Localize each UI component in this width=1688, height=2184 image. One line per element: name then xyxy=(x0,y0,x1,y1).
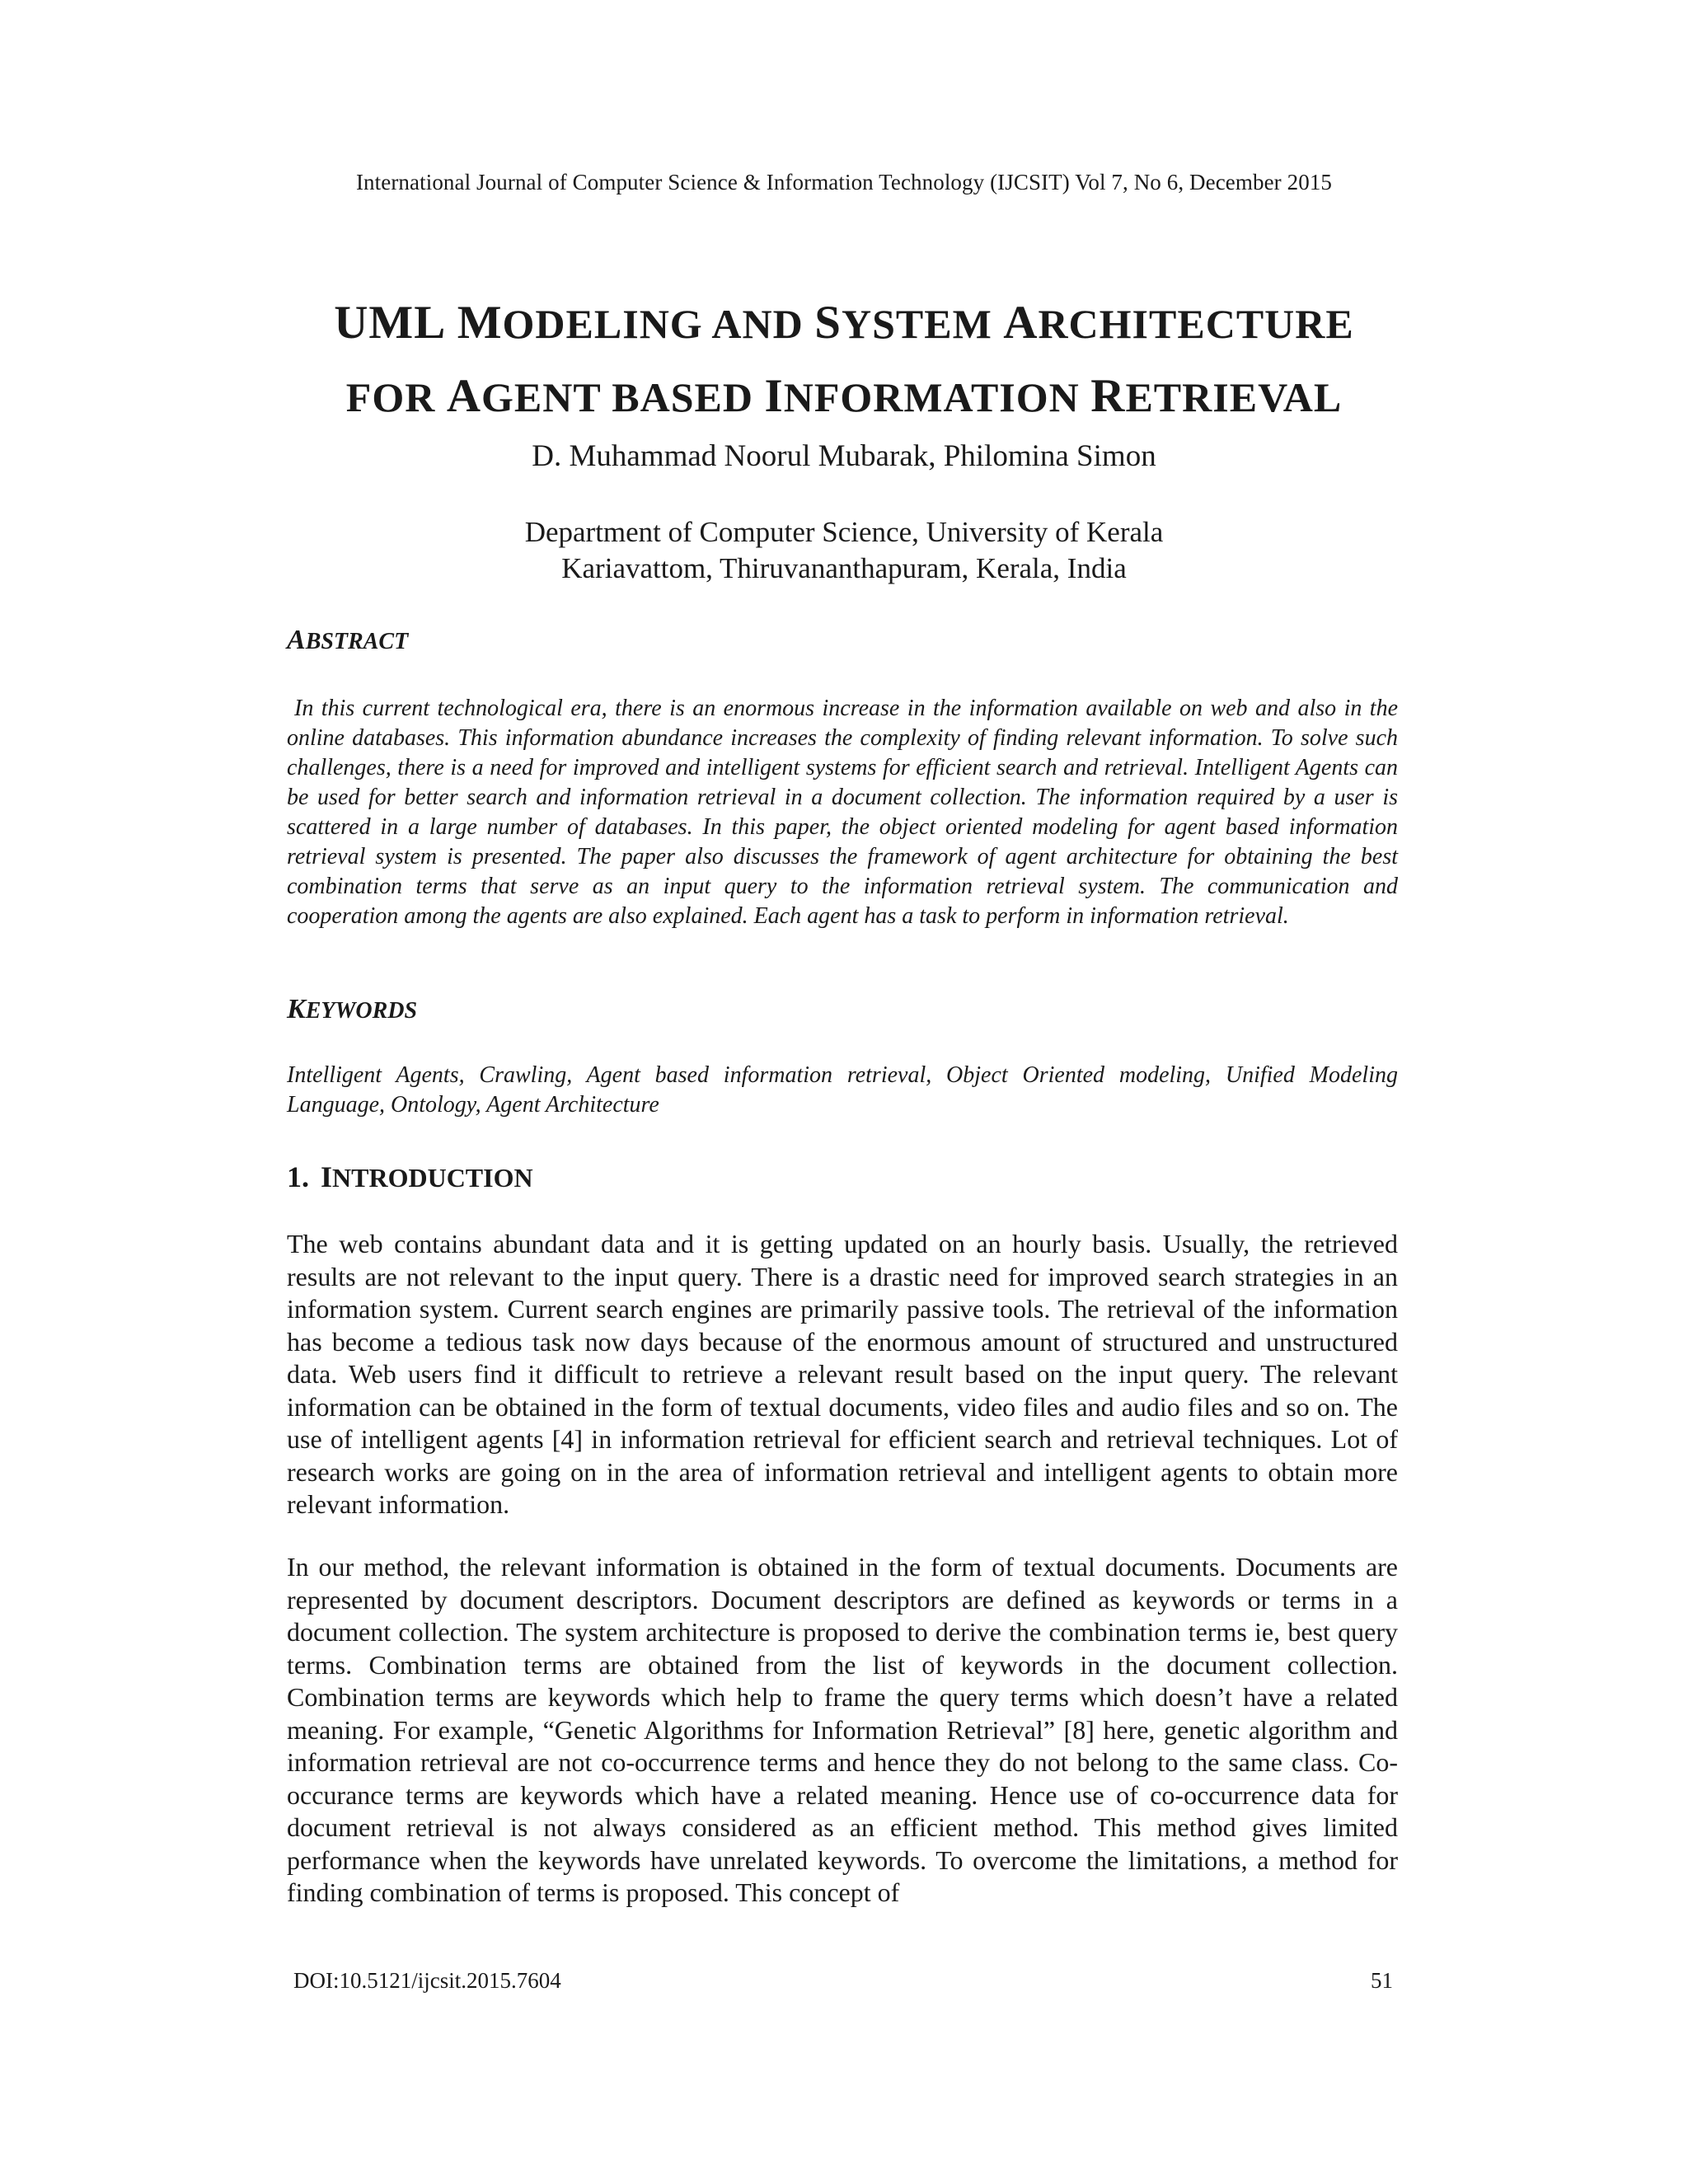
affiliation xyxy=(0,514,1688,587)
author-list: D. Muhammad Noorul Mubarak, Philomina Simon xyxy=(532,439,1156,473)
keywords-heading: KEYWORDS xyxy=(287,994,418,1024)
introduction-paragraph-2: In our method, the relevant information is obtained in the form of textual documents. Documents are represented by document descriptors. Document descriptors are defined as keywords or terms in a document collection. The system architecture is proposed to derive the combination terms ie, best query terms. Combination terms are obtained from the list of keywords in the document collection. Combination terms are keywords which help to frame the query terms which doesn’t have a related meaning. For example, “Genetic Algorithms for Information Retrieval” [8] here, genetic algorithm and information retrieval are not co-occurrence terms and hence they do not belong to the same class. Co-occurance terms are keywords which have a related meaning. Hence use of co-occurrence data for document retrieval is not always considered as an efficient method. This method gives limited performance when the keywords have unrelated keywords. To overcome the limitations, a method for finding combination of terms is proposed. This concept of xyxy=(287,1552,1398,1907)
title-line-2: FOR AGENT BASED INFORMATION RETRIEVAL xyxy=(345,370,1343,422)
affiliation-line-1: Department of Computer Science, University of Kerala xyxy=(524,516,1164,548)
abstract-heading: ABSTRACT xyxy=(287,625,409,655)
abstract-text: In this current technological era, there is an enormous increase in the information available on web and also in the online databases. This information abundance increases the complexity of finding relevant information. To solve such challenges, there is a need for improved and intelligent systems for efficient search and retrieval. Intelligent Agents can be used for better search and information retrieval in a document collection. The information required by a user is scattered in a large number of databases. In this paper, the object oriented modeling for agent based information retrieval system is presented. The paper also discusses the framework of agent architecture for obtaining the best combination terms that serve as an input query to the information retrieval system. The communication and cooperation among the agents are also explained. Each agent has a task to perform in information retrieval. xyxy=(287,696,1398,929)
page-number: 51 xyxy=(1371,1968,1393,1993)
doi-footer: DOI:10.5121/ijcsit.2015.7604 xyxy=(293,1968,561,1993)
introduction-heading: 1. INTRODUCTION xyxy=(287,1160,533,1193)
paper-title xyxy=(0,287,1688,434)
affiliation-line-2: Kariavattom, Thiruvananthapuram, Kerala, India xyxy=(561,552,1127,584)
keywords-text: Intelligent Agents, Crawling, Agent based information retrieval, Object Oriented modeling, Unified Modeling Language, Ontology, Agent Architecture xyxy=(287,1062,1398,1118)
running-header: International Journal of Computer Science & Information Technology (IJCSIT) Vol 7, No 6, December 2015 xyxy=(355,170,1333,194)
title-line-1: UML MODELING AND SYSTEM ARCHITECTURE xyxy=(334,297,1354,349)
introduction-paragraph-1: The web contains abundant data and it is getting updated on an hourly basis. Usually, the retrieved results are not relevant to the input query. There is a drastic need for improved search strategies in an information system. Current search engines are primarily passive tools. The retrieval of the information has become a tedious task now days because of the enormous amount of structured and unstructured data. Web users find it difficult to retrieve a relevant result based on the input query. The relevant information can be obtained in the form of textual documents, video files and audio files and so on. The use of intelligent agents [4] in information retrieval for efficient search and retrieval techniques. Lot of research works are going on in the area of information retrieval and intelligent agents to obtain more relevant information. xyxy=(287,1229,1398,1519)
